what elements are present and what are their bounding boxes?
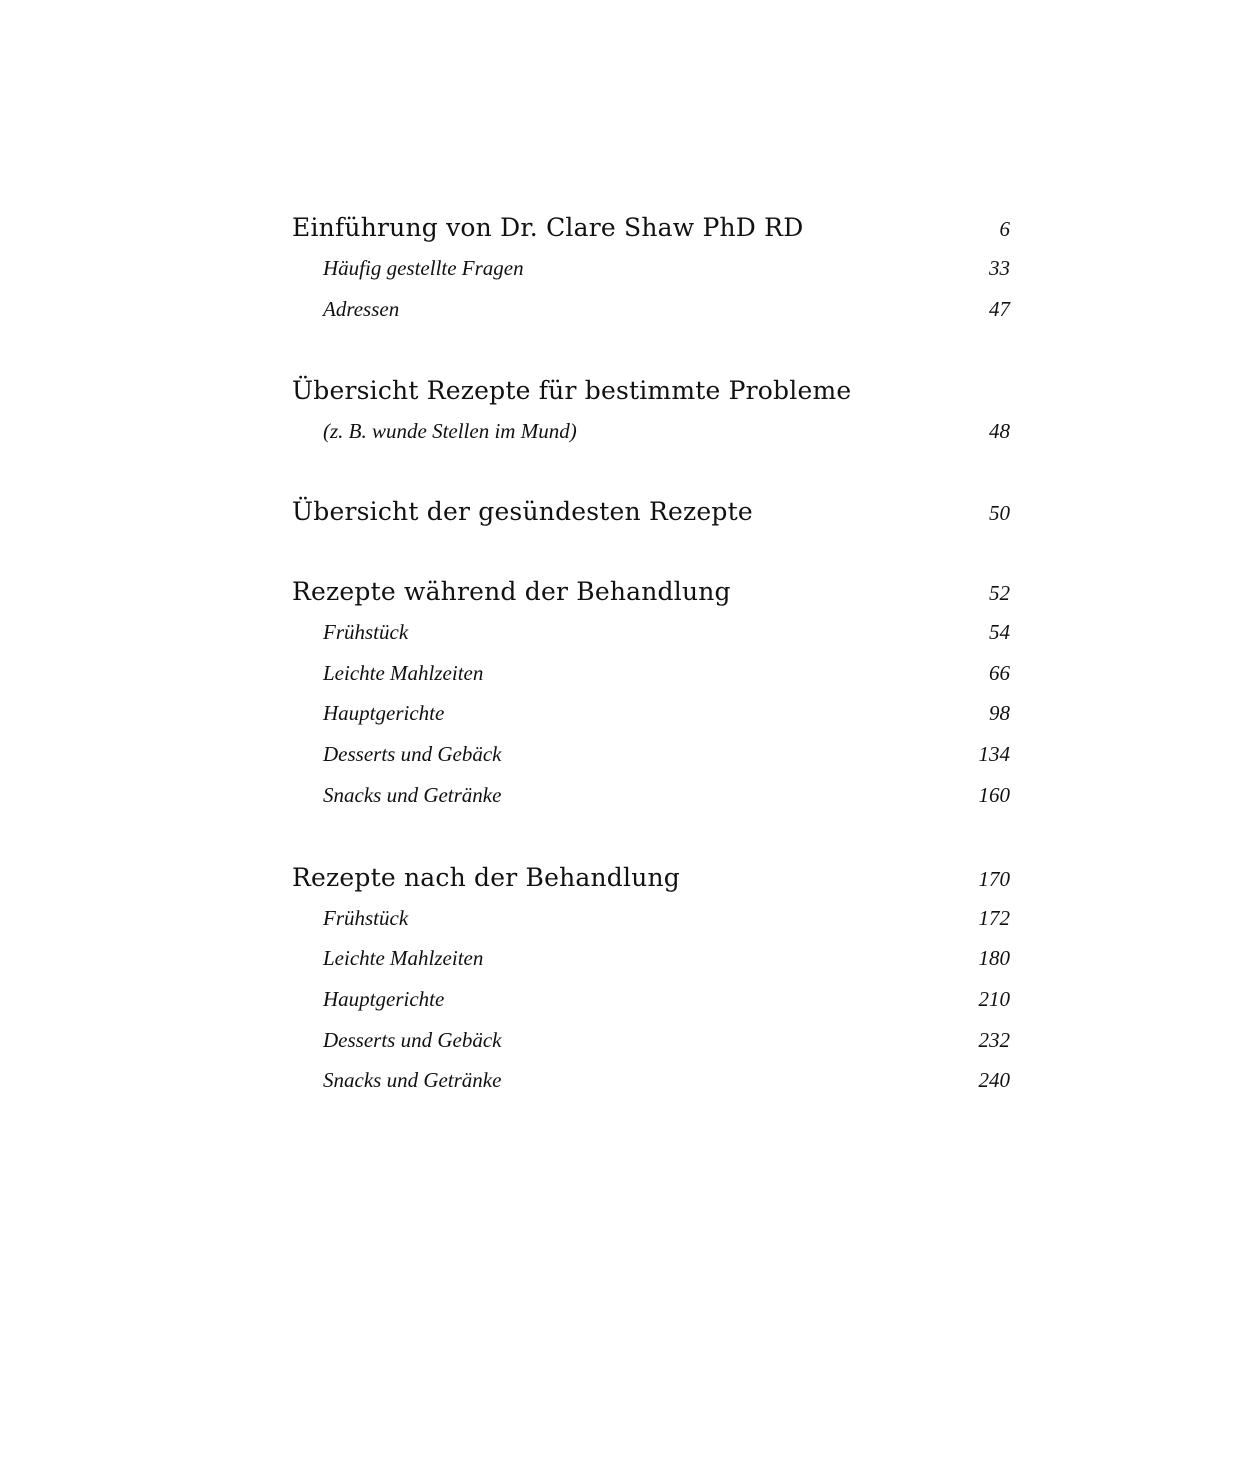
page-number: 172 [978, 905, 1010, 930]
entry-title: Leichte Mahlzeiten [323, 660, 484, 685]
section-title: Übersicht der gesündesten Rezepte [292, 497, 753, 527]
toc-entry[interactable] [292, 411, 1010, 452]
entry-title: Leichte Mahlzeiten [323, 946, 484, 971]
page-number: 98 [989, 701, 1010, 726]
page-number: 210 [978, 986, 1010, 1011]
section-spacer [292, 452, 1010, 492]
toc-section-heading[interactable] [292, 492, 1010, 532]
table-of-contents [292, 208, 1010, 1101]
page-number: 232 [978, 1027, 1010, 1052]
toc-section-heading[interactable] [292, 858, 1010, 898]
toc-entry[interactable] [292, 734, 1010, 775]
entry-title: Hauptgerichte [323, 986, 445, 1011]
page-number: 170 [978, 866, 1010, 891]
entry-title: Snacks und Getränke [323, 1068, 502, 1093]
page-number: 160 [978, 782, 1010, 807]
page-number: 33 [989, 256, 1010, 280]
section-title: Einführung von Dr. Clare Shaw PhD RD [292, 213, 804, 242]
page-number: 48 [989, 419, 1010, 444]
section-spacer [292, 532, 1010, 572]
toc-entry[interactable] [292, 898, 1010, 939]
page-number: 134 [978, 742, 1010, 767]
section-title: Übersicht Rezepte für bestimmte Probleme [292, 376, 852, 406]
entry-title: Häufig gestellte Fragen [323, 256, 524, 280]
toc-entry[interactable] [292, 653, 1010, 694]
entry-title: (z. B. wunde Stellen im Mund) [323, 419, 577, 444]
entry-title: Hauptgerichte [323, 701, 445, 726]
toc-entry[interactable] [292, 775, 1010, 816]
page-number: 240 [978, 1068, 1010, 1093]
entry-title: Snacks und Getränke [323, 782, 502, 807]
toc-entry[interactable] [292, 289, 1010, 330]
toc-entry[interactable] [292, 693, 1010, 734]
toc-entry[interactable] [292, 1020, 1010, 1061]
page-number: 6 [999, 217, 1010, 241]
page-number: 52 [989, 581, 1010, 606]
toc-entry[interactable] [292, 1060, 1010, 1101]
page-number: 47 [989, 296, 1010, 321]
entry-title: Frühstück [323, 905, 409, 930]
page-number: 50 [989, 501, 1010, 526]
toc-entry[interactable] [292, 612, 1010, 653]
section-title: Rezepte nach der Behandlung [292, 862, 681, 892]
section-spacer [292, 329, 1010, 371]
toc-section-heading[interactable] [292, 572, 1010, 612]
toc-entry[interactable] [292, 979, 1010, 1020]
toc-section-heading[interactable] [292, 371, 1010, 411]
toc-section-heading[interactable] [292, 208, 1010, 248]
toc-entry[interactable] [292, 938, 1010, 979]
page-number: 180 [978, 946, 1010, 971]
page-number: 66 [989, 660, 1010, 685]
page-number: 54 [989, 620, 1010, 645]
entry-title: Desserts und Gebäck [323, 1027, 502, 1052]
toc-entry[interactable] [292, 248, 1010, 289]
entry-title: Desserts und Gebäck [323, 742, 502, 767]
section-spacer [292, 816, 1010, 858]
entry-title: Adressen [323, 296, 400, 321]
section-title: Rezepte während der Behandlung [292, 577, 731, 607]
entry-title: Frühstück [323, 620, 409, 645]
